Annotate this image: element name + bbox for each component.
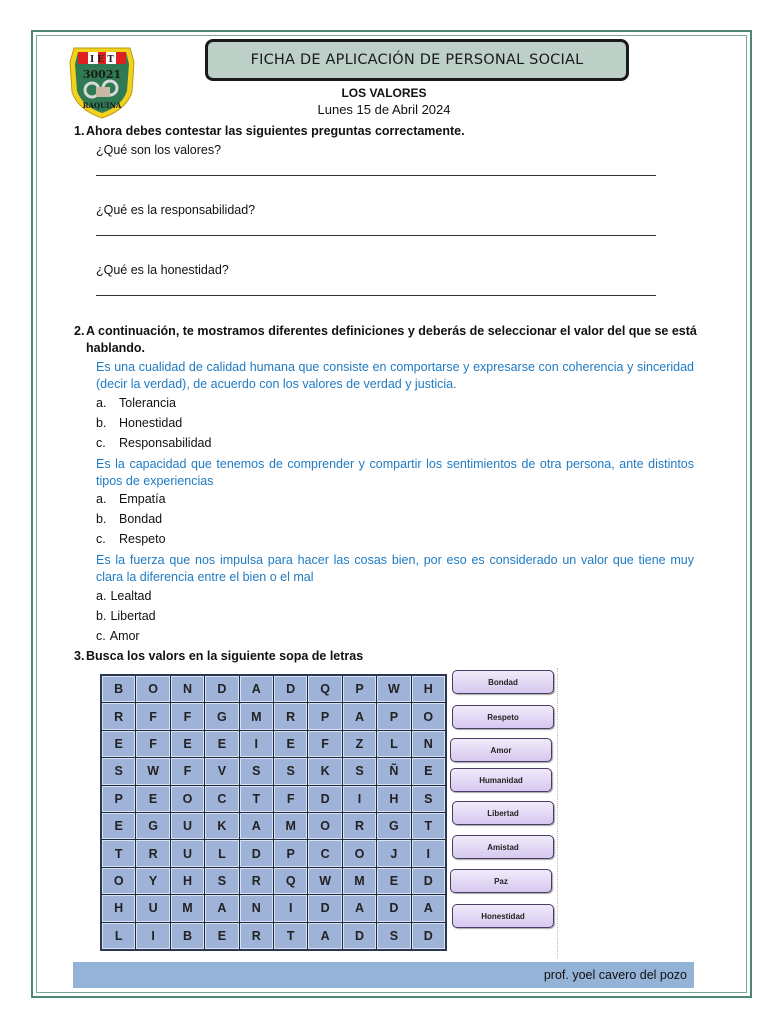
section2-heading — [74, 323, 699, 357]
option-letter: c. — [96, 629, 106, 643]
section1-heading-text: Ahora debes contestar las siguientes preguntas correctamente. — [86, 124, 465, 138]
grid-cell[interactable]: I — [274, 895, 307, 921]
grid-cell[interactable]: T — [240, 786, 273, 812]
grid-cell[interactable]: I — [343, 786, 376, 812]
grid-cell[interactable]: T — [274, 923, 307, 949]
grid-cell[interactable]: D — [308, 895, 341, 921]
option-label: Respeto — [119, 532, 166, 546]
grid-cell[interactable]: T — [412, 813, 445, 839]
option-3b[interactable] — [96, 609, 156, 623]
section3-number: 3. — [74, 649, 85, 663]
grid-cell[interactable]: T — [102, 840, 135, 866]
grid-cell[interactable]: A — [343, 895, 376, 921]
option-1b[interactable] — [96, 416, 182, 430]
word-search-grid — [100, 674, 447, 951]
grid-cell[interactable]: E — [102, 813, 135, 839]
grid-cell[interactable]: U — [171, 840, 204, 866]
answer-line-2[interactable] — [96, 235, 656, 236]
option-letter: b. — [96, 416, 107, 430]
grid-cell[interactable]: E — [205, 731, 238, 757]
grid-cell[interactable]: C — [205, 786, 238, 812]
grid-cell[interactable]: R — [136, 840, 169, 866]
grid-cell[interactable]: E — [412, 758, 445, 784]
grid-cell[interactable]: E — [205, 923, 238, 949]
option-letter: a. — [96, 589, 107, 603]
grid-cell[interactable]: F — [274, 786, 307, 812]
grid-cell[interactable]: D — [308, 786, 341, 812]
grid-cell[interactable]: O — [308, 813, 341, 839]
grid-cell[interactable]: P — [274, 840, 307, 866]
grid-cell[interactable]: A — [205, 895, 238, 921]
definition-1: Es una cualidad de calidad humana que consiste en comportarse y expresarse con coherencia y sinceridad (decir la verdad), de acuerdo con los valores de verdad y justicia. — [96, 360, 694, 391]
grid-cell[interactable]: P — [308, 703, 341, 729]
grid-cell[interactable]: E — [102, 731, 135, 757]
grid-cell[interactable]: G — [377, 813, 410, 839]
worksheet-title-box — [205, 39, 629, 81]
option-3a[interactable] — [96, 589, 151, 603]
grid-cell[interactable]: N — [171, 676, 204, 702]
option-label: Responsabilidad — [119, 436, 212, 450]
grid-cell[interactable]: S — [343, 758, 376, 784]
grid-cell[interactable]: H — [102, 895, 135, 921]
grid-cell[interactable]: B — [102, 676, 135, 702]
grid-cell[interactable]: S — [205, 868, 238, 894]
option-letter: c. — [96, 436, 106, 450]
grid-cell[interactable]: S — [102, 758, 135, 784]
option-letter: c. — [96, 532, 106, 546]
grid-cell[interactable]: D — [343, 923, 376, 949]
option-letter: b. — [96, 512, 107, 526]
grid-cell[interactable]: D — [240, 840, 273, 866]
option-label: Honestidad — [119, 416, 183, 430]
grid-cell[interactable]: M — [240, 703, 273, 729]
grid-cell[interactable]: W — [377, 676, 410, 702]
grid-cell[interactable]: H — [171, 868, 204, 894]
option-label: Empatía — [119, 492, 166, 506]
option-2b[interactable] — [96, 512, 162, 526]
option-1c[interactable] — [96, 436, 211, 450]
worksheet-date: Lunes 15 de Abril 2024 — [317, 102, 451, 117]
grid-cell[interactable]: S — [274, 758, 307, 784]
question-2: ¿Qué es la responsabilidad? — [96, 203, 256, 217]
word-chip-libertad: Libertad — [452, 801, 554, 825]
grid-cell[interactable]: U — [136, 895, 169, 921]
grid-cell[interactable]: A — [412, 895, 445, 921]
grid-cell[interactable]: D — [412, 868, 445, 894]
grid-cell[interactable]: P — [377, 703, 410, 729]
grid-cell[interactable]: O — [136, 676, 169, 702]
answer-line-3[interactable] — [96, 295, 656, 296]
logo-top-text: I E T — [89, 55, 115, 65]
option-2a[interactable] — [96, 492, 166, 506]
grid-cell[interactable]: L — [377, 731, 410, 757]
option-label: Lealtad — [110, 589, 152, 603]
option-label: Libertad — [110, 609, 156, 623]
option-label: Tolerancia — [119, 396, 176, 410]
grid-cell[interactable]: D — [274, 676, 307, 702]
grid-cell[interactable]: Y — [136, 868, 169, 894]
grid-cell[interactable]: E — [171, 731, 204, 757]
grid-cell[interactable]: A — [240, 813, 273, 839]
section3-heading-text: Busca los valors en la siguiente sopa de letras — [86, 649, 364, 663]
option-letter: a. — [96, 396, 107, 410]
grid-cell[interactable]: R — [102, 703, 135, 729]
grid-cell[interactable]: M — [171, 895, 204, 921]
grid-cell[interactable]: H — [377, 786, 410, 812]
grid-cell[interactable]: G — [205, 703, 238, 729]
grid-cell[interactable]: A — [343, 703, 376, 729]
option-label: Bondad — [119, 512, 163, 526]
grid-cell[interactable]: Q — [274, 868, 307, 894]
grid-cell[interactable]: R — [240, 923, 273, 949]
grid-cell[interactable]: O — [102, 868, 135, 894]
grid-cell[interactable]: O — [343, 840, 376, 866]
option-letter: b. — [96, 609, 107, 623]
grid-cell[interactable]: V — [205, 758, 238, 784]
definition-2: Es la capacidad que tenemos de comprender y compartir los sentimientos de otra persona, ante distintos tipos de experiencias — [96, 457, 694, 488]
grid-cell[interactable]: B — [171, 923, 204, 949]
question-3: ¿Qué es la honestidad? — [96, 263, 229, 277]
grid-cell[interactable]: N — [240, 895, 273, 921]
grid-cell[interactable]: F — [136, 731, 169, 757]
section1-number: 1. — [74, 124, 85, 138]
grid-cell[interactable]: J — [377, 840, 410, 866]
grid-cell[interactable]: Ñ — [377, 758, 410, 784]
section2-heading-line1: A continuación, te mostramos diferentes definiciones y deberás de seleccionar el valor del que se está — [86, 324, 697, 338]
section1-heading — [74, 124, 465, 138]
grid-cell[interactable]: G — [136, 813, 169, 839]
option-1a[interactable] — [96, 396, 176, 410]
section2-number: 2. — [74, 324, 85, 338]
grid-cell[interactable]: R — [274, 703, 307, 729]
word-chip-respeto: Respeto — [452, 705, 554, 729]
grid-cell[interactable]: E — [274, 731, 307, 757]
grid-cell[interactable]: C — [308, 840, 341, 866]
question-1: ¿Qué son los valores? — [96, 143, 222, 157]
grid-cell[interactable]: D — [205, 676, 238, 702]
grid-cell[interactable]: O — [412, 703, 445, 729]
word-chip-honestidad: Honestidad — [452, 904, 554, 928]
grid-cell[interactable]: H — [412, 676, 445, 702]
option-label: Amor — [109, 629, 140, 643]
grid-cell[interactable]: A — [240, 676, 273, 702]
worksheet-title: FICHA DE APLICACIÓN DE PERSONAL SOCIAL — [250, 52, 584, 68]
grid-cell[interactable]: L — [102, 923, 135, 949]
grid-cell[interactable]: I — [136, 923, 169, 949]
grid-cell[interactable]: E — [377, 868, 410, 894]
grid-cell[interactable]: W — [136, 758, 169, 784]
word-chip-amor: Amor — [450, 738, 552, 762]
section3-heading — [74, 649, 363, 663]
grid-cell[interactable]: D — [412, 923, 445, 949]
grid-cell[interactable]: I — [240, 731, 273, 757]
word-chip-paz: Paz — [450, 869, 552, 893]
answer-line-1[interactable] — [96, 175, 656, 176]
grid-cell[interactable]: A — [308, 923, 341, 949]
grid-cell[interactable]: E — [136, 786, 169, 812]
topic-title: LOS VALORES — [341, 86, 427, 100]
grid-cell[interactable]: U — [171, 813, 204, 839]
grid-cell[interactable]: S — [240, 758, 273, 784]
option-2c[interactable] — [96, 532, 166, 546]
definition-3: Es la fuerza que nos impulsa para hacer las cosas bien, por eso es considerado un valor que tiene muy clara la diferencia entre el bien o el mal — [96, 553, 694, 584]
grid-cell[interactable]: L — [205, 840, 238, 866]
logo-number: 30021 — [82, 68, 122, 81]
word-chip-humanidad: Humanidad — [450, 768, 552, 792]
grid-cell[interactable]: N — [412, 731, 445, 757]
section2-heading-line2: hablando. — [86, 341, 146, 355]
grid-cell[interactable]: I — [412, 840, 445, 866]
grid-cell[interactable]: S — [377, 923, 410, 949]
grid-cell[interactable]: M — [274, 813, 307, 839]
grid-cell[interactable]: K — [308, 758, 341, 784]
word-chip-amistad: Amistad — [452, 835, 554, 859]
logo-bottom-text: RAQUINA — [82, 101, 122, 110]
grid-cell[interactable]: K — [205, 813, 238, 839]
word-chip-bondad: Bondad — [452, 670, 554, 694]
option-3c[interactable] — [96, 629, 140, 643]
author-name: prof. yoel cavero del pozo — [543, 968, 687, 982]
grid-cell[interactable]: F — [308, 731, 341, 757]
option-letter: a. — [96, 492, 107, 506]
grid-cell[interactable]: F — [171, 703, 204, 729]
grid-cell[interactable]: S — [412, 786, 445, 812]
grid-cell[interactable]: D — [377, 895, 410, 921]
grid-cell[interactable]: R — [240, 868, 273, 894]
grid-cell[interactable]: F — [136, 703, 169, 729]
grid-cell[interactable]: P — [102, 786, 135, 812]
grid-cell[interactable]: Q — [308, 676, 341, 702]
grid-cell[interactable]: M — [343, 868, 376, 894]
word-list — [450, 668, 558, 958]
grid-cell[interactable]: R — [343, 813, 376, 839]
grid-cell[interactable]: Z — [343, 731, 376, 757]
grid-cell[interactable]: P — [343, 676, 376, 702]
grid-cell[interactable]: W — [308, 868, 341, 894]
grid-cell[interactable]: O — [171, 786, 204, 812]
grid-cell[interactable]: F — [171, 758, 204, 784]
footer-bar — [73, 962, 694, 988]
